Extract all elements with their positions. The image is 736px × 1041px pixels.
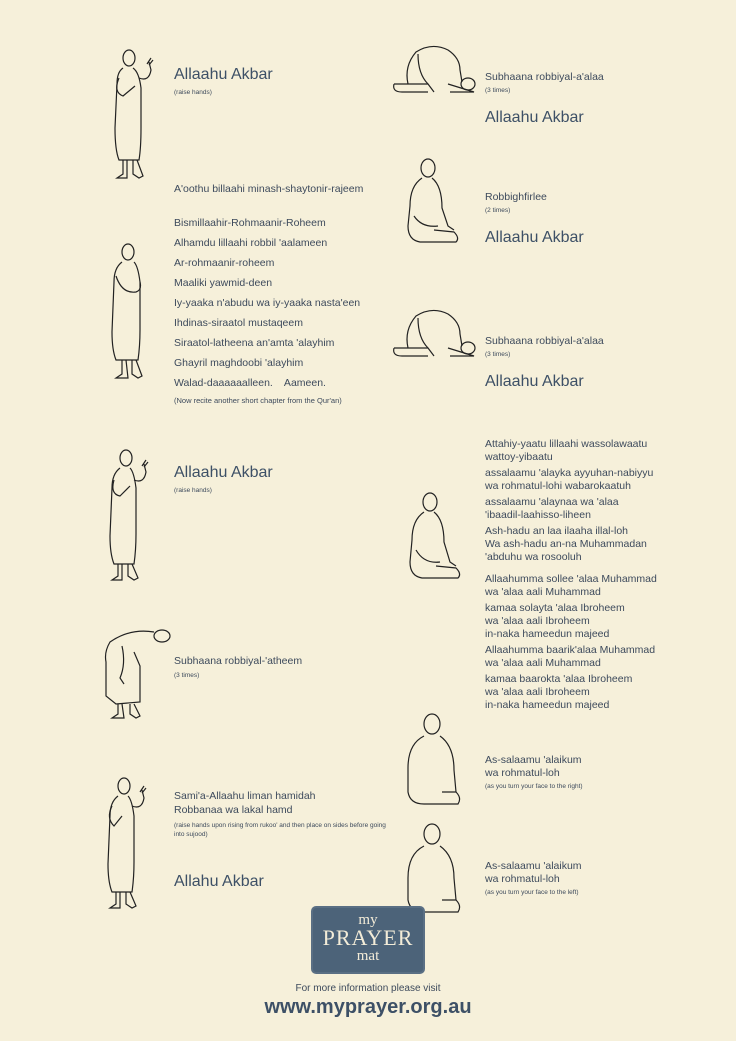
prostration-figure-2 <box>388 304 480 360</box>
salawat-line: kamaa solayta 'alaa Ibroheem wa 'alaa aali Ibroheem in-naka hameedun majeed <box>485 602 625 640</box>
left-step-4 <box>174 654 302 680</box>
step-note: (as you turn your face to the right) <box>485 783 583 790</box>
salawat-line: Allaahumma baarik'alaa Muhammad wa 'alaa aali Muhammad <box>485 644 656 669</box>
recitation-line: Alhamdu lillaahi robbil 'aalameen <box>174 237 328 249</box>
prostration-figure <box>388 40 480 96</box>
step-title: Allaahu Akbar <box>485 109 584 126</box>
bowing-figure <box>100 622 176 720</box>
sitting-turn-left-figure <box>402 822 464 916</box>
my-prayer-mat-logo <box>313 908 423 972</box>
sitting-tashahhud-figure <box>402 490 462 582</box>
step-note: (3 times) <box>174 672 200 679</box>
left-step-5 <box>174 789 394 891</box>
left-step-2 <box>174 182 394 405</box>
salaam-line: As-salaamu 'alaikum <box>485 754 582 766</box>
recitation-line: Ihdinas-siraatol mustaqeem <box>174 317 303 329</box>
step-note: (2 times) <box>485 207 511 214</box>
salaam-line: wa rohmatul-loh <box>485 873 560 885</box>
logo-line-1: my <box>358 912 378 928</box>
step-note: (raise hands) <box>174 89 212 96</box>
recitation-line: A'oothu billaahi minash-shaytonir-rajeem <box>174 183 364 195</box>
left-step-1 <box>174 66 273 97</box>
standing-recite-figure <box>108 242 152 380</box>
recitation-line: Ghayril maghdoobi 'alayhim <box>174 357 304 369</box>
salaam-line: wa rohmatul-loh <box>485 767 560 779</box>
recitation-line: Walad-daaaaaalleen. Aameen. <box>174 377 326 389</box>
right-step-5 <box>485 573 705 715</box>
recitation-line: Sami'a-Allaahu liman hamidah <box>174 790 316 802</box>
right-step-3 <box>485 334 604 391</box>
step-note: (raise hands) <box>174 487 212 494</box>
footer-info: For more information please visit <box>295 983 441 994</box>
step-title: Allaahu Akbar <box>174 464 273 481</box>
standing-raised-hands-figure-2 <box>104 448 156 582</box>
standing-rising-figure <box>100 776 156 910</box>
recitation-line: Robbighfirlee <box>485 191 547 203</box>
recitation-line: Subhaana robbiyal-a'alaa <box>485 71 604 83</box>
step-note: (as you turn your face to the left) <box>485 889 579 896</box>
step-note: (3 times) <box>485 87 511 94</box>
right-step-2 <box>485 190 584 247</box>
tashahhud-line: assalaamu 'alayka ayyuhan-nabiyyu wa rohmatul-lohi wabarokaatuh <box>485 467 654 492</box>
salawat-line: kamaa baarokta 'alaa Ibroheem wa 'alaa aali Ibroheem in-naka hameedun majeed <box>485 673 633 711</box>
right-step-1 <box>485 70 604 127</box>
sitting-figure <box>402 156 462 246</box>
tashahhud-line: Attahiy-yaatu lillaahi wassolawaatu wattoy-yibaatu <box>485 438 648 463</box>
recitation-line: Robbanaa wa lakal hamd <box>174 804 293 816</box>
recitation-line: Maaliki yawmid-deen <box>174 277 273 289</box>
step-title: Allaahu Akbar <box>485 373 584 390</box>
standing-raised-hands-figure <box>105 48 161 180</box>
salaam-line: As-salaamu 'alaikum <box>485 860 582 872</box>
step-title: Allahu Akbar <box>174 873 264 890</box>
logo-line-2: PRAYER <box>322 925 414 950</box>
logo-line-3: mat <box>356 948 380 964</box>
tashahhud-line: assalaamu 'alaynaa wa 'alaa 'ibaadil-laahisso-liheen <box>485 496 619 521</box>
sitting-turn-right-figure <box>402 712 464 808</box>
step-note: (Now recite another short chapter from the Qur'an) <box>174 396 342 405</box>
step-title: Allaahu Akbar <box>485 229 584 246</box>
tashahhud-line: Ash-hadu an laa ilaaha illal-loh Wa ash-hadu an-na Muhammadan 'abduhu wa rosooluh <box>485 525 647 563</box>
right-step-4 <box>485 438 705 567</box>
right-step-6 <box>485 754 583 791</box>
step-title: Allaahu Akbar <box>174 66 273 83</box>
salawat-line: Allaahumma sollee 'alaa Muhammad wa 'alaa aali Muhammad <box>485 573 657 598</box>
right-step-7 <box>485 860 582 897</box>
recitation-line: Bismillaahir-Rohmaanir-Roheem <box>174 217 326 229</box>
recitation-line: Iy-yaaka n'abudu wa iy-yaaka nasta'een <box>174 297 361 309</box>
recitation-line: Siraatol-latheena an'amta 'alayhim <box>174 337 335 349</box>
recitation-line: Subhaana robbiyal-'atheem <box>174 655 303 667</box>
footer-url-link[interactable]: www.myprayer.org.au <box>264 996 472 1018</box>
step-note: (3 times) <box>485 351 511 358</box>
recitation-line: Ar-rohmaanir-roheem <box>174 257 275 269</box>
left-step-3 <box>174 464 273 495</box>
recitation-line: Subhaana robbiyal-a'alaa <box>485 335 604 347</box>
step-note: (raise hands upon rising from rukoo' and then place on sides before going into sujood) <box>174 822 386 838</box>
